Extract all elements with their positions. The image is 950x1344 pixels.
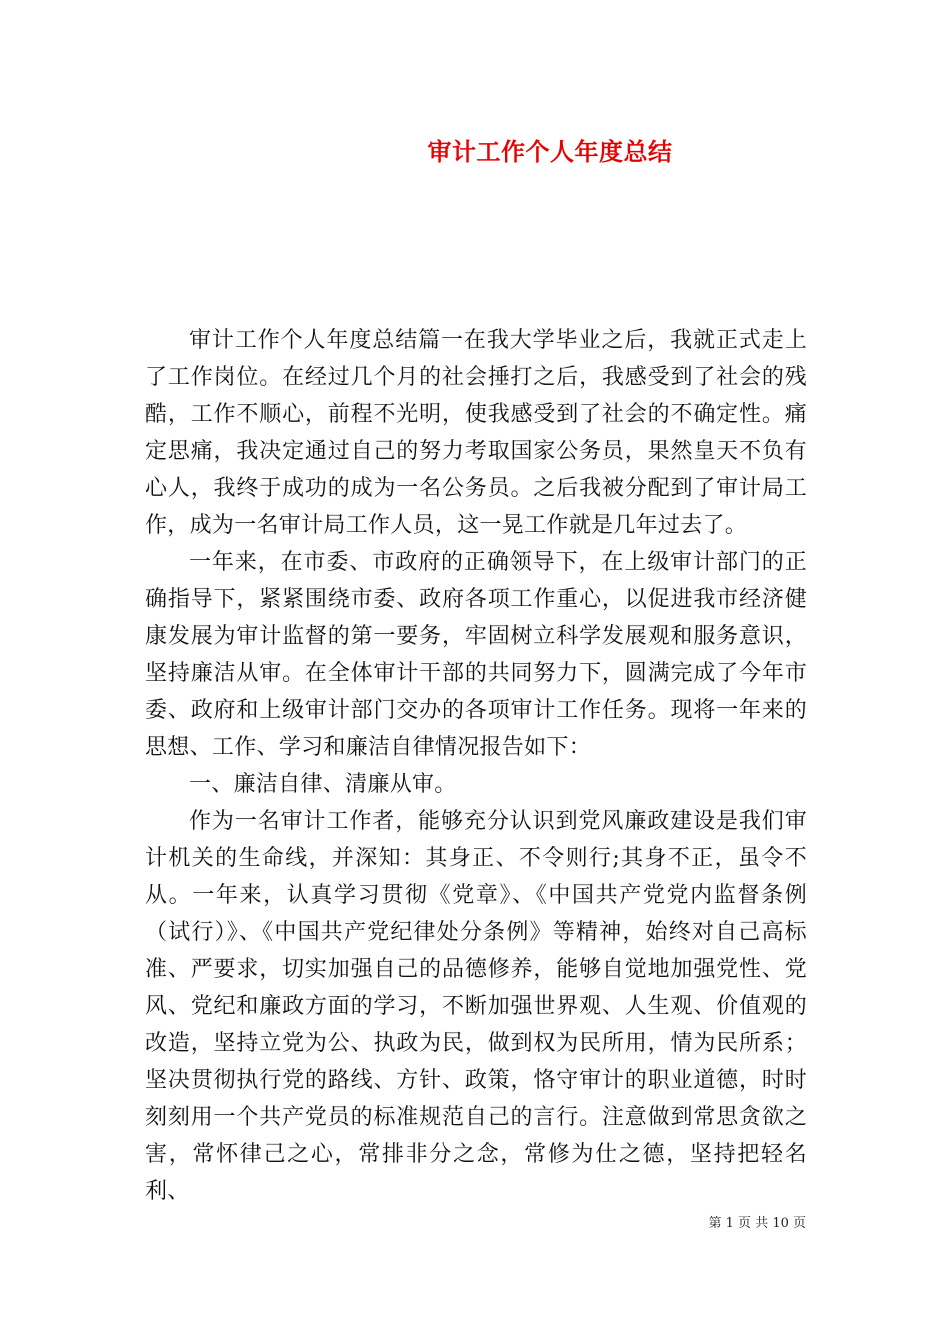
section-heading: 一、廉洁自律、清廉从审。	[189, 772, 457, 797]
document-body	[145, 322, 807, 1210]
paragraph: 审计工作个人年度总结篇一在我大学毕业之后，我就正式走上了工作岗位。在经过几个月的社会捶打之后，我感受到了社会的残酷，工作不顺心，前程不光明，使我感受到了社会的不确定性。痛定思痛，我决定通过自己的努力考取国家公务员，果然皇天不负有心人，我终于成功的成为一名公务员。之后我被分配到了审计局工作，成为一名审计局工作人员，这一晃工作就是几年过去了。	[145, 328, 807, 538]
paragraph: 一年来，在市委、市政府的正确领导下，在上级审计部门的正确指导下，紧紧围绕市委、政府各项工作重心，以促进我市经济健康发展为审计监督的第一要务，牢固树立科学发展观和服务意识，坚持廉洁从审。在全体审计干部的共同努力下，圆满完成了今年市委、政府和上级审计部门交办的各项审计工作任务。现将一年来的思想、工作、学习和廉洁自律情况报告如下：	[145, 550, 807, 760]
document-title: 审计工作个人年度总结	[427, 138, 673, 166]
paragraph: 作为一名审计工作者，能够充分认识到党风廉政建设是我们审计机关的生命线，并深知：其身正、不令则行;其身不正，虽令不从。一年来，认真学习贯彻《党章》、《中国共产党党内监督条例（试行）》、《中国共产党纪律处分条例》等精神，始终对自己高标准、严要求，切实加强自己的品德修养，能够自觉地加强党性、党风、党纪和廉政方面的学习，不断加强世界观、人生观、价值观的改造，坚持立党为公、执政为民，做到权为民所用，情为民所系；坚决贯彻执行党的路线、方针、政策，恪守审计的职业道德，时时刻刻用一个共产党员的标准规范自己的言行。注意做到常思贪欲之害，常怀律己之心，常排非分之念，常修为仕之德，坚持把轻名利、	[145, 809, 807, 1204]
page-number: 第 1 页 共 10 页	[708, 1216, 806, 1231]
